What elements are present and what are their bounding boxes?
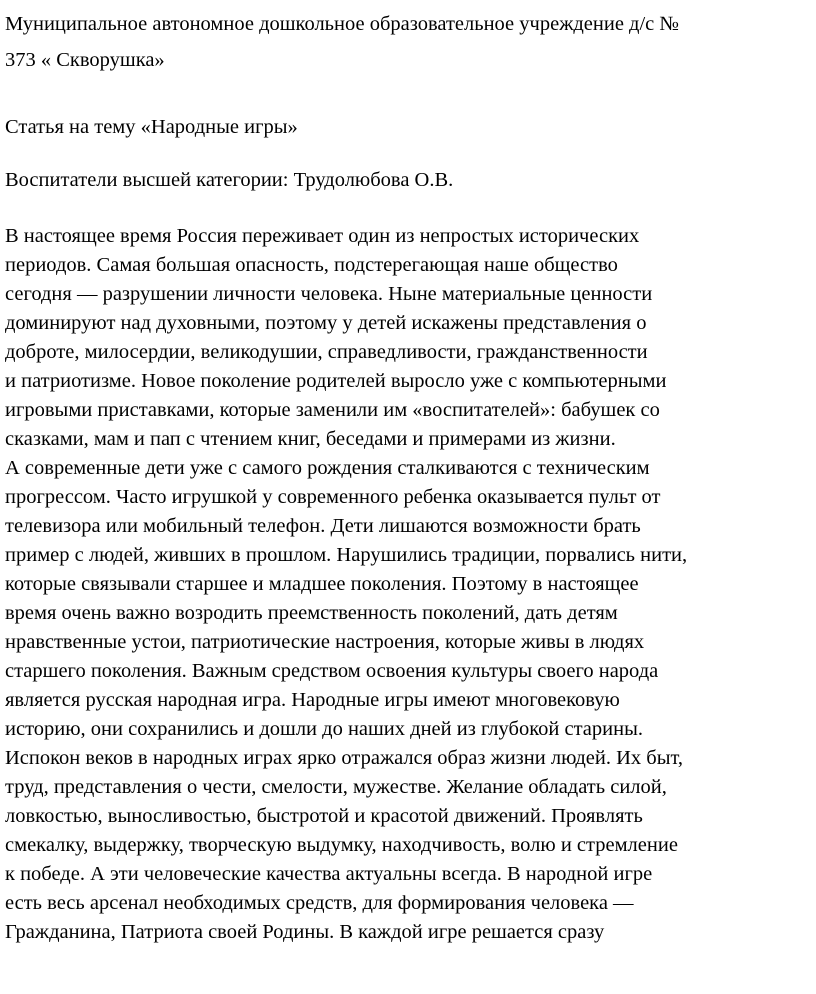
body-text-line: есть весь арсенал необходимых средств, для формирования человека — — [5, 892, 634, 914]
institution-heading-line-2: 373 « Скворушка» — [5, 49, 165, 71]
article-title: Статья на тему «Народные игры» — [5, 116, 298, 138]
body-text-line: сегодня — разрушении личности человека. Ныне материальные ценности — [5, 283, 653, 305]
body-text-line: которые связывали старшее и младшее поколения. Поэтому в настоящее — [5, 573, 639, 595]
body-text-line: В настоящее время Россия переживает один из непростых исторических — [5, 225, 640, 247]
body-text-line: прогрессом. Часто игрушкой у современного ребенка оказывается пульт от — [5, 486, 661, 508]
body-text-line: смекалку, выдержку, творческую выдумку, находчивость, волю и стремление — [5, 834, 678, 856]
body-text-line: старшего поколения. Важным средством освоения культуры своего народа — [5, 660, 659, 682]
body-text-line: историю, они сохранились и дошли до наших дней из глубокой старины. — [5, 718, 643, 740]
institution-heading-line-1: Муниципальное автономное дошкольное образовательное учреждение д/с № — [5, 13, 679, 35]
body-text-line: является русская народная игра. Народные игры имеют многовековую — [5, 689, 620, 711]
body-text-line: время очень важно возродить преемственность поколений, дать детям — [5, 602, 618, 624]
body-text-line: Гражданина, Патриота своей Родины. В каждой игре решается сразу — [5, 921, 605, 943]
body-text-line: доминируют над духовными, поэтому у детей искажены представления о — [5, 312, 647, 334]
body-text-line: труд, представления о чести, смелости, мужестве. Желание обладать силой, — [5, 776, 667, 798]
body-text-line: к победе. А эти человеческие качества актуальны всегда. В народной игре — [5, 863, 653, 885]
body-text-line: телевизора или мобильный телефон. Дети лишаются возможности брать — [5, 515, 641, 537]
body-text-line: нравственные устои, патриотические настроения, которые живы в людях — [5, 631, 645, 653]
body-text-line: ловкостью, выносливостью, быстротой и красотой движений. Проявлять — [5, 805, 643, 827]
author-line: Воспитатели высшей категории: Трудолюбова О.В. — [5, 169, 454, 191]
body-text-line: и патриотизме. Новое поколение родителей выросло уже с компьютерными — [5, 370, 667, 392]
body-text-line: доброте, милосердии, великодушии, справедливости, гражданственности — [5, 341, 648, 363]
body-text-line: сказками, мам и пап с чтением книг, беседами и примерами из жизни. — [5, 428, 616, 450]
body-text-line: игровыми приставками, которые заменили им «воспитателей»: бабушек со — [5, 399, 660, 421]
body-text-line: пример с людей, живших в прошлом. Нарушились традиции, порвались нити, — [5, 544, 688, 566]
body-text-line: А современные дети уже с самого рождения сталкиваются с техническим — [5, 457, 650, 479]
body-text-line: Испокон веков в народных играх ярко отражался образ жизни людей. Их быт, — [5, 747, 684, 769]
body-text-line: периодов. Самая большая опасность, подстерегающая наше общество — [5, 254, 618, 276]
